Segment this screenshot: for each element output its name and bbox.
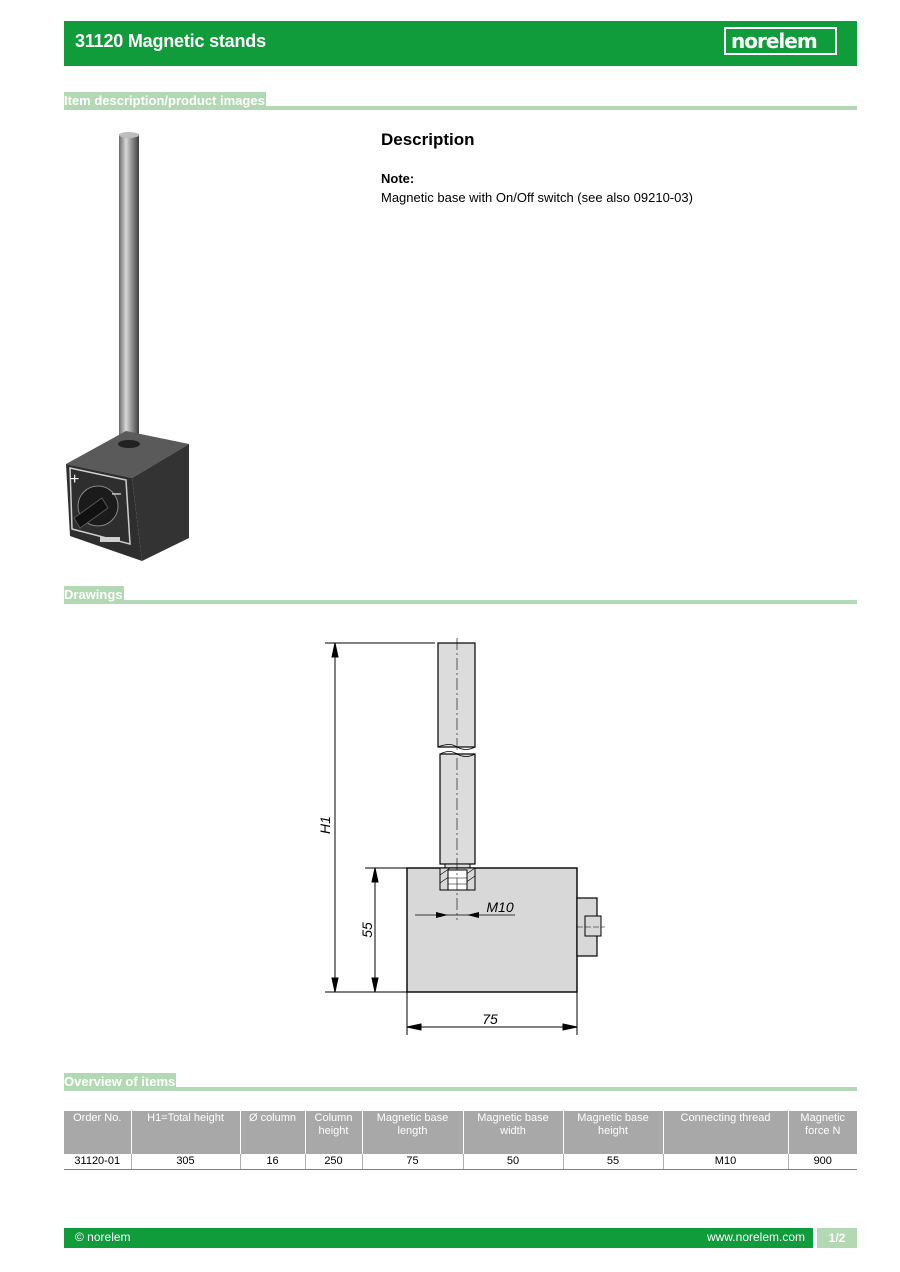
column-header: Magnetic base length <box>362 1111 463 1154</box>
dimension-55-label: 55 <box>359 922 375 938</box>
footer-website-link[interactable]: www.norelem.com <box>706 1230 805 1244</box>
cell-column-height: 250 <box>305 1154 362 1170</box>
norelem-logo <box>724 27 837 55</box>
column-header: Ø column <box>240 1111 305 1154</box>
column-header: Column height <box>305 1111 362 1154</box>
dimension-75-label: 75 <box>482 1011 498 1027</box>
cell-base-length: 75 <box>362 1154 463 1170</box>
cell-base-height: 55 <box>563 1154 663 1170</box>
items-table <box>64 1111 857 1170</box>
section-label: Overview of items <box>64 1074 176 1089</box>
cell-total-height: 305 <box>131 1154 240 1170</box>
column-header: Order No. <box>64 1111 131 1154</box>
thread-m10-label: M10 <box>486 899 514 915</box>
table-header-row <box>64 1111 857 1154</box>
technical-drawing <box>300 630 620 1040</box>
product-image <box>64 126 194 566</box>
column-header: Magnetic force N <box>788 1111 857 1154</box>
column-header: Magnetic base width <box>463 1111 563 1154</box>
column-header: H1=Total height <box>131 1111 240 1154</box>
page-title: 31120 Magnetic stands <box>75 31 266 51</box>
page-footer <box>64 1228 857 1248</box>
page-header <box>64 21 857 66</box>
svg-text:–: – <box>112 485 121 502</box>
section-overview <box>64 1073 857 1091</box>
note-text: Magnetic base with On/Off switch (see also 09210-03) <box>381 190 693 205</box>
table-row <box>64 1154 857 1170</box>
description-title: Description <box>381 130 475 149</box>
section-drawings <box>64 586 857 604</box>
section-item-description <box>64 92 857 110</box>
page-number: 1/2 <box>817 1228 857 1248</box>
column-header: Magnetic base height <box>563 1111 663 1154</box>
logo-text: norelem <box>731 29 817 53</box>
column-header: Connecting thread <box>663 1111 788 1154</box>
section-label: Drawings <box>64 587 123 602</box>
note-label: Note: <box>381 171 415 186</box>
cell-magnetic-force: 900 <box>788 1154 857 1170</box>
cell-column-diameter: 16 <box>240 1154 305 1170</box>
cell-thread: M10 <box>663 1154 788 1170</box>
cell-base-width: 50 <box>463 1154 563 1170</box>
cell-order-no: 31120-01 <box>64 1154 131 1170</box>
svg-text:+: + <box>70 471 80 488</box>
section-label: Item description/product images <box>64 93 265 108</box>
dimension-h1-label: H1 <box>317 816 333 834</box>
footer-copyright: © norelem <box>75 1230 131 1244</box>
